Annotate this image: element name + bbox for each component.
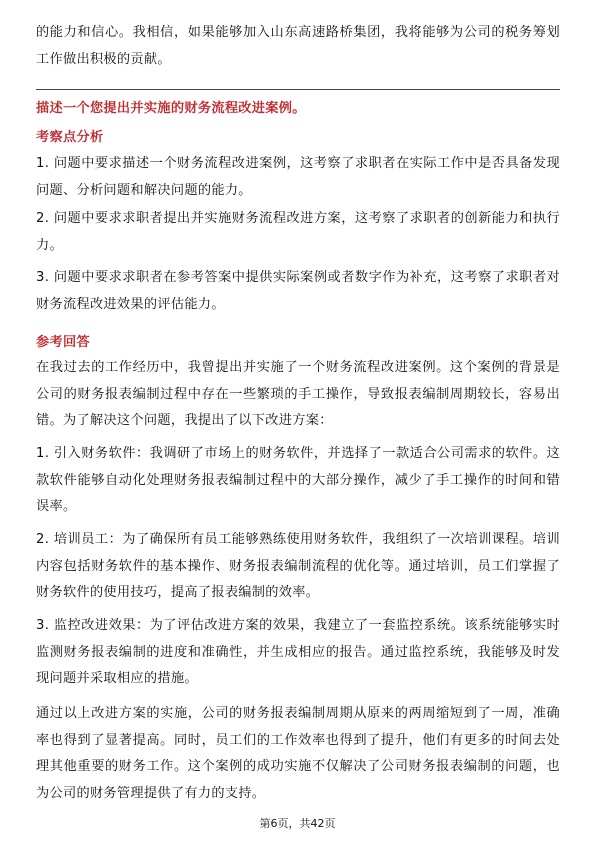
- answer-paragraph-intro: 在我过去的工作经历中，我曾提出并实施了一个财务流程改进案例。这个案例的背景是公司的财务报表编制过程中存在一些繁琐的手工操作，导致报表编制周期较长，容易出错。为了解决这个问题，我提出了以下改进方案：: [36, 360, 560, 428]
- analysis-point-3: 3. 问题中要求求职者在参考答案中提供实际案例或者数字作为补充，这考察了求职者对财务流程改进效果的评估能力。: [36, 270, 560, 312]
- page-number: 第6页，共42页: [259, 817, 336, 830]
- answer-paragraph-monitoring: 3. 监控改进效果：为了评估改进方案的效果，我建立了一套监控系统。该系统能够实时监测财务报表编制的进度和准确性，并生成相应的报告。通过监控系统，我能够及时发现问题并采取相应的措施。: [36, 618, 560, 686]
- analysis-point-1: 1. 问题中要求描述一个财务流程改进案例，这考察了求职者在实际工作中是否具备发现问题、分析问题和解决问题的能力。: [36, 156, 560, 198]
- answer-paragraph-software: 1. 引入财务软件：我调研了市场上的财务软件，并选择了一款适合公司需求的软件。这款软件能够自动化处理财务报表编制过程中的大部分操作，减少了手工操作的时间和错误率。: [36, 446, 560, 514]
- answer-heading: 参考回答: [36, 335, 90, 350]
- answer-paragraph-training: 2. 培训员工：为了确保所有员工能够熟练使用财务软件，我组织了一次培训课程。培训内容包括财务软件的基本操作、财务报表编制流程的优化等。通过培训，员工们掌握了财务软件的使用技巧，提高了报表编制的效率。: [36, 532, 560, 600]
- answer-paragraph-results: 通过以上改进方案的实施，公司的财务报表编制周期从原来的两周缩短到了一周，准确率也得到了显著提高。同时，员工们的工作效率也得到了提升，他们有更多的时间去处理其他重要的财务工作。这个案例的成功实施不仅解决了公司财务报表编制的问题，也为公司的财务管理提供了有力的支持。: [36, 706, 560, 801]
- intro-paragraph: 的能力和信心。我相信，如果能够加入山东高速路桥集团，我将能够为公司的税务筹划工作做出积极的贡献。: [36, 25, 560, 67]
- section-divider: [36, 89, 560, 90]
- analysis-heading: 考察点分析: [36, 130, 104, 145]
- analysis-point-2: 2. 问题中要求求职者提出并实施财务流程改进方案，这考察了求职者的创新能力和执行力。: [36, 211, 560, 253]
- question-title: 描述一个您提出并实施的财务流程改进案例。: [36, 101, 306, 116]
